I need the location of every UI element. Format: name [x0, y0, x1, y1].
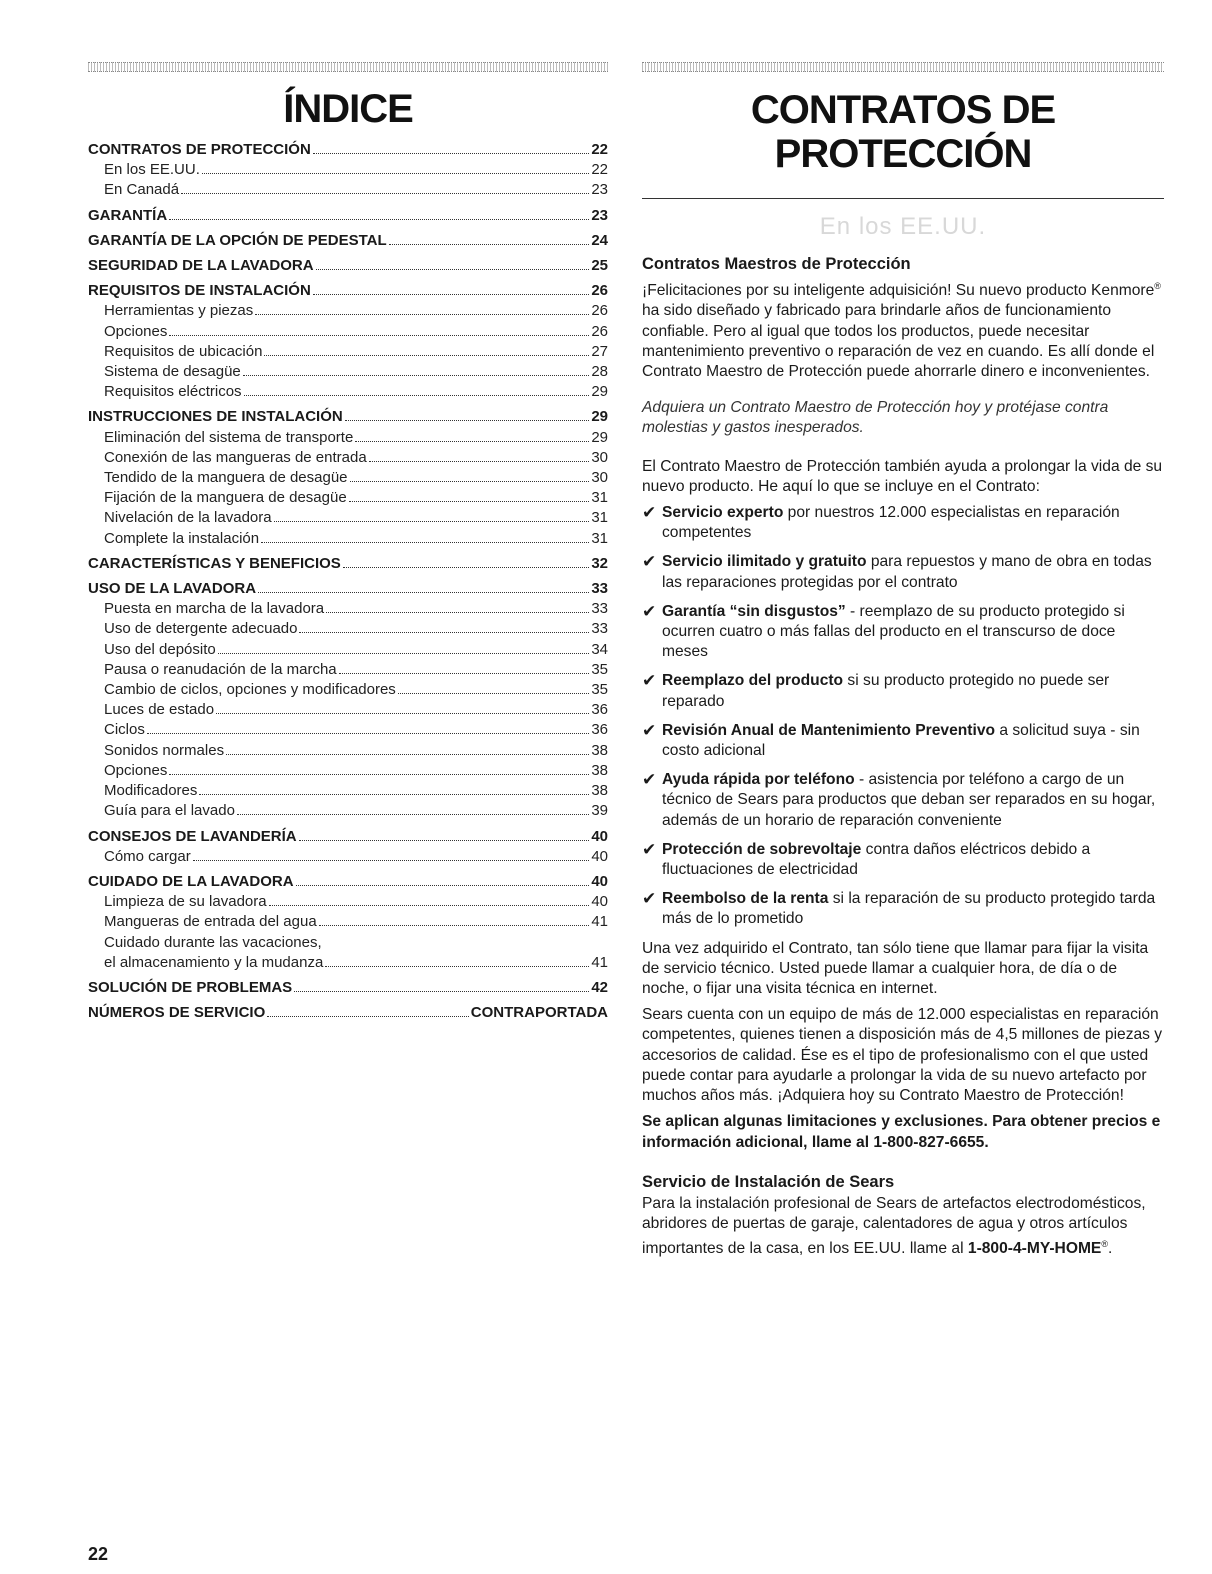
toc-entry-label: Cómo cargar	[104, 847, 191, 865]
toc-entry-page: 24	[591, 231, 608, 249]
toc-dot-leader	[294, 991, 589, 992]
toc-section-entry	[88, 1003, 608, 1023]
toc-dot-leader	[296, 885, 590, 886]
benefit-description: para repuestos y mano de obra en todas las reparaciones protegidas por el contrato	[662, 553, 1152, 591]
toc-entry-label: Luces de estado	[104, 701, 215, 719]
toc-entry-page: 40	[591, 872, 608, 890]
contracts-title-line2: PROTECCIÓN	[774, 132, 1032, 176]
page-number: 22	[88, 1544, 109, 1564]
toc-entry-label: el almacenamiento y la mudanza	[104, 953, 324, 971]
toc-subentry	[88, 680, 608, 700]
toc-entry-label: REQUISITOS DE INSTALACIÓN	[88, 282, 311, 300]
toc-entry-label: Guía para el lavado	[104, 802, 235, 820]
toc-section-entry	[88, 554, 608, 574]
toc-dot-leader	[325, 966, 589, 967]
toc-entry-label: En Canadá	[104, 181, 180, 199]
benefit-item	[642, 889, 1164, 929]
toc-subentry	[88, 342, 608, 362]
toc-entry-label: Mangueras de entrada del agua	[104, 913, 317, 931]
toc-dot-leader	[355, 441, 589, 442]
toc-entry-page: 41	[591, 953, 608, 971]
toc-entry-page: 25	[591, 257, 608, 275]
benefit-title: Garantía “sin disgustos”	[662, 602, 846, 620]
toc-entry-page: 26	[591, 322, 608, 340]
toc-entry-label: CONTRATOS DE PROTECCIÓN	[88, 141, 311, 158]
toc-entry-page: 40	[591, 827, 608, 845]
toc-entry-page: 27	[591, 342, 608, 360]
toc-entry-page: 33	[591, 600, 608, 618]
toc-dot-leader	[169, 219, 589, 220]
toc-entry-page: 29	[591, 428, 608, 446]
toc-entry-label: GARANTÍA	[88, 206, 168, 224]
toc-subentry	[88, 761, 608, 781]
toc-entry-label: Cambio de ciclos, opciones y modificadores	[104, 681, 396, 699]
toc-entry-label: INSTRUCCIONES DE INSTALACIÓN	[88, 408, 343, 426]
checkmark-icon: ✔	[642, 770, 657, 790]
toc-subentry	[88, 801, 608, 821]
toc-entry-page: 33	[591, 620, 608, 638]
toc-section-entry	[88, 872, 608, 892]
toc-entry-label: Modificadores	[104, 782, 198, 800]
toc-dot-leader	[169, 774, 589, 775]
benefit-description: a solicitud suya - sin costo adicional	[662, 721, 1140, 760]
master-contracts-heading: Contratos Maestros de Protección	[642, 255, 911, 273]
toc-entry-label: Ciclos	[104, 721, 145, 739]
toc-dot-leader	[269, 905, 590, 906]
checkmark-icon: ✔	[642, 503, 657, 523]
benefits-list	[642, 503, 1164, 930]
toc-subentry	[88, 847, 608, 867]
benefit-item	[642, 840, 1164, 880]
scheduling-paragraph: Una vez adquirido el Contrato, tan sólo tiene que llamar para fijar la visita de servicio técnico. Usted puede llamar a cualquier hora, de día o de noche, o fijar una visita técnica en internet.	[642, 939, 1149, 998]
toc-entry-label: Sonidos normales	[104, 741, 225, 759]
toc-entry-label: Tendido de la manguera de desagüe	[104, 469, 348, 487]
toc-subentry	[88, 619, 608, 639]
toc-entry-page: 41	[591, 913, 608, 931]
toc-entry-label: Requisitos eléctricos	[104, 383, 242, 401]
toc-entry-page: 22	[591, 141, 608, 158]
toc-entry-page: 36	[591, 701, 608, 719]
toc-entry-label: Complete la instalación	[104, 529, 260, 547]
toc-entry-page: 28	[591, 363, 608, 381]
toc-column	[88, 62, 608, 1023]
checkmark-icon: ✔	[642, 720, 657, 740]
toc-dot-leader	[181, 193, 589, 194]
toc-entry-label: Limpieza de su lavadora	[104, 893, 267, 911]
benefit-title: Reembolso de la renta	[662, 890, 829, 908]
index-title: ÍNDICE	[283, 87, 413, 131]
toc-subentry	[88, 529, 608, 549]
toc-entry-label: Opciones	[104, 322, 168, 340]
toc-entry-label: En los EE.UU.	[104, 161, 200, 179]
benefit-item	[642, 602, 1164, 663]
toc-dot-leader	[243, 375, 590, 376]
toc-entry-label: NÚMEROS DE SERVICIO	[88, 1004, 266, 1022]
toc-entry-label: Opciones	[104, 761, 168, 779]
toc-entry-page: 31	[591, 489, 608, 507]
toc-subentry	[88, 741, 608, 761]
toc-entry-label: CONSEJOS DE LAVANDERÍA	[88, 827, 297, 845]
toc-entry-page: 36	[591, 721, 608, 739]
toc-dot-leader	[255, 314, 589, 315]
toc-dot-leader	[369, 461, 590, 462]
toc-dot-leader	[264, 355, 589, 356]
installation-paragraph: Para la instalación profesional de Sears de artefactos electrodomésticos, abridores de puertas de garaje, calentadores de agua y otros artículos importantes de la casa, en los EE.UU. llame al 1-800-4-MY-HOME®.	[642, 1194, 1146, 1258]
intro-paragraph: ¡Felicitaciones por su inteligente adquisición! Su nuevo producto Kenmore® ha sido diseñado y fabricado para brindarle años de funcionamiento confiable. Pero al igual que todos los productos, puede necesitar mantenimiento preventivo o reparación de vez en cuando. Es allí donde el Contrato Maestro de Protección puede ahorrarle dinero e inconvenientes.	[642, 281, 1161, 380]
top-dotted-rule	[88, 62, 608, 72]
toc-entry-page: 23	[591, 206, 608, 224]
toc-entry-page: 29	[591, 408, 608, 426]
toc-dot-leader	[237, 814, 589, 815]
toc-entry-page: 35	[591, 660, 608, 678]
toc-entry-label: Nivelación de la lavadora	[104, 509, 272, 527]
benefit-description: si la reparación de su producto protegido tarda más de lo prometido	[662, 890, 1156, 928]
toc-section-entry	[88, 231, 608, 251]
checkmark-icon: ✔	[642, 671, 657, 691]
toc-dot-leader	[313, 153, 590, 154]
toc-entry-label: Uso del depósito	[104, 640, 216, 658]
toc-subentry	[88, 508, 608, 528]
toc-subentry	[88, 781, 608, 801]
checkmark-icon: ✔	[642, 889, 657, 909]
benefit-title: Ayuda rápida por teléfono	[662, 771, 855, 789]
toc-subentry	[88, 488, 608, 508]
toc-entry-label: Sistema de desagüe	[104, 363, 241, 381]
toc-entry-label: SEGURIDAD DE LA LAVADORA	[88, 257, 314, 275]
checkmark-icon: ✔	[642, 552, 657, 572]
toc-entry-label: GARANTÍA DE LA OPCIÓN DE PEDESTAL	[88, 231, 387, 249]
toc-entry-label: Herramientas y piezas	[104, 302, 254, 320]
toc-entry-label: CUIDADO DE LA LAVADORA	[88, 872, 294, 890]
toc-dot-leader	[316, 269, 590, 270]
toc-entry-label: Puesta en marcha de la lavadora	[104, 600, 325, 618]
toc-entry-page: 42	[591, 978, 608, 996]
benefit-description: - asistencia por teléfono a cargo de un técnico de Sears para productos que deban ser reparados en su hogar, además de un horario de reparación conveniente	[662, 771, 1156, 829]
toc-dot-leader	[350, 481, 590, 482]
contracts-column	[642, 62, 1164, 1260]
toc-subentry	[88, 322, 608, 342]
toc-entry-page: 38	[591, 761, 608, 779]
toc-dot-leader	[274, 521, 590, 522]
toc-dot-leader	[202, 173, 589, 174]
toc-dot-leader	[261, 542, 589, 543]
benefit-description: - reemplazo de su producto protegido si ocurren cuatro o más fallas del producto en el transcurso de doce meses	[662, 602, 1125, 661]
toc-entry-label: Pausa o reanudación de la marcha	[104, 660, 337, 678]
benefit-title: Reemplazo del producto	[662, 672, 844, 690]
toc-entry-label: Uso de detergente adecuado	[104, 620, 298, 638]
toc-dot-leader	[216, 713, 589, 714]
toc-subentry	[88, 953, 608, 973]
toc-section-entry	[88, 206, 608, 226]
toc-subentry	[88, 160, 608, 180]
toc-dot-leader	[343, 567, 590, 568]
toc-dot-leader	[226, 754, 589, 755]
toc-dot-leader	[244, 395, 590, 396]
toc-entry-page: 31	[591, 529, 608, 547]
toc-subentry	[88, 468, 608, 488]
checkmark-icon: ✔	[642, 601, 657, 621]
toc-entry-page: 40	[591, 847, 608, 865]
toc-subentry	[88, 599, 608, 619]
benefit-item	[642, 552, 1164, 592]
toc-subentry	[88, 720, 608, 740]
toc-section-entry	[88, 579, 608, 599]
table-of-contents	[88, 140, 608, 1023]
toc-section-entry	[88, 281, 608, 301]
toc-entry-page: 29	[591, 383, 608, 401]
toc-entry-page: 38	[591, 782, 608, 800]
toc-entry-page: 30	[591, 469, 608, 487]
toc-dot-leader	[398, 693, 590, 694]
toc-dot-leader	[349, 501, 590, 502]
toc-dot-leader	[319, 925, 590, 926]
benefit-item	[642, 503, 1164, 543]
toc-dot-leader	[326, 612, 589, 613]
toc-subentry	[88, 660, 608, 680]
toc-section-entry	[88, 256, 608, 276]
toc-section-entry	[88, 407, 608, 427]
region-subtitle: En los EE.UU.	[819, 213, 987, 240]
toc-entry-label: Conexión de las mangueras de entrada	[104, 448, 367, 466]
toc-subentry	[88, 180, 608, 200]
toc-subentry	[88, 382, 608, 402]
toc-entry-page: 31	[591, 509, 608, 527]
toc-entry-page: 38	[591, 741, 608, 759]
toc-entry-page: 35	[591, 681, 608, 699]
toc-dot-leader	[258, 592, 589, 593]
contracts-title-line1: CONTRATOS DE	[750, 88, 1056, 132]
toc-entry-page: 39	[591, 802, 608, 820]
toc-subentry	[88, 912, 608, 932]
toc-dot-leader	[299, 632, 589, 633]
toc-entry-page: 40	[591, 893, 608, 911]
toc-subentry	[88, 428, 608, 448]
benefit-title: Protección de sobrevoltaje	[662, 840, 862, 858]
toc-entry-page: 32	[591, 554, 608, 572]
toc-entry-page: 26	[591, 282, 608, 300]
toc-dot-leader	[169, 335, 589, 336]
toc-dot-leader	[267, 1016, 469, 1017]
toc-section-entry	[88, 978, 608, 998]
toc-entry-page: 30	[591, 448, 608, 466]
toc-entry-page: 23	[591, 181, 608, 199]
benefit-title: Servicio experto	[662, 504, 784, 522]
toc-dot-leader	[339, 673, 590, 674]
title-divider	[642, 198, 1164, 199]
toc-subentry	[88, 700, 608, 720]
contracts-title	[642, 88, 1164, 176]
toc-entry-label: Requisitos de ubicación	[104, 342, 263, 360]
top-dotted-rule	[642, 62, 1164, 72]
toc-entry-label: SOLUCIÓN DE PROBLEMAS	[88, 978, 293, 996]
toc-entry-label: CARACTERÍSTICAS Y BENEFICIOS	[88, 554, 341, 572]
toc-subentry	[88, 362, 608, 382]
toc-subentry	[88, 448, 608, 468]
benefit-item	[642, 671, 1164, 711]
toc-dot-leader	[389, 244, 590, 245]
benefit-item	[642, 721, 1164, 761]
italic-callout: Adquiera un Contrato Maestro de Protección hoy y protéjase contra molestias y gastos inesperados.	[642, 399, 1109, 437]
toc-section-entry	[88, 140, 608, 160]
toc-dot-leader	[299, 840, 590, 841]
benefit-description: contra daños eléctricos debido a fluctuaciones de electricidad	[662, 840, 1091, 879]
toc-entry-page: 22	[591, 161, 608, 179]
benefit-title: Servicio ilimitado y gratuito	[662, 553, 867, 571]
toc-entry-page: 33	[591, 580, 608, 598]
toc-entry-label: Eliminación del sistema de transporte	[104, 428, 354, 446]
toc-dot-leader	[199, 794, 589, 795]
toc-entry-page: CONTRAPORTADA	[470, 1004, 608, 1022]
sears-team-paragraph: Sears cuenta con un equipo de más de 12.000 especialistas en reparación competentes, quienes tienen a disposición más de 4,5 millones de piezas y accesorios de calidad. Ése es el tipo de profesionalismo con el que usted puede contar para ayudarle a prolongar la vida de su nuevo artefacto por muchos años más. ¡Adquiera hoy su Contrato Maestro de Protección!	[642, 1006, 1163, 1105]
toc-dot-leader	[147, 733, 589, 734]
toc-subentry	[88, 892, 608, 912]
toc-section-entry	[88, 827, 608, 847]
contract-includes-paragraph: El Contrato Maestro de Protección también ayuda a prolongar la vida de su nuevo producto. He aquí lo que se incluye en el Contrato:	[642, 457, 1163, 495]
toc-dot-leader	[345, 420, 590, 421]
checkmark-icon: ✔	[642, 839, 657, 859]
benefit-title: Revisión Anual de Mantenimiento Preventivo	[662, 721, 996, 739]
installation-service-heading: Servicio de Instalación de Sears	[642, 1172, 895, 1191]
toc-entry-label: Cuidado durante las vacaciones,	[104, 933, 322, 951]
toc-entry-page: 34	[591, 640, 608, 658]
toc-entry-label: Fijación de la manguera de desagüe	[104, 489, 347, 507]
toc-dot-leader	[193, 860, 590, 861]
toc-subentry	[88, 640, 608, 660]
benefit-description: por nuestros 12.000 especialistas en reparación competentes	[662, 504, 1120, 542]
toc-subentry	[88, 301, 608, 321]
toc-entry-label: USO DE LA LAVADORA	[88, 580, 257, 598]
toc-subentry	[88, 933, 608, 953]
toc-dot-leader	[218, 653, 590, 654]
benefit-item	[642, 770, 1164, 831]
toc-dot-leader	[313, 294, 590, 295]
toc-entry-page: 26	[591, 302, 608, 320]
limitations-notice: Se aplican algunas limitaciones y exclusiones. Para obtener precios e información adicional, llame al 1-800-827-6655.	[642, 1113, 1161, 1151]
benefit-description: si su producto protegido no puede ser reparado	[662, 672, 1110, 710]
